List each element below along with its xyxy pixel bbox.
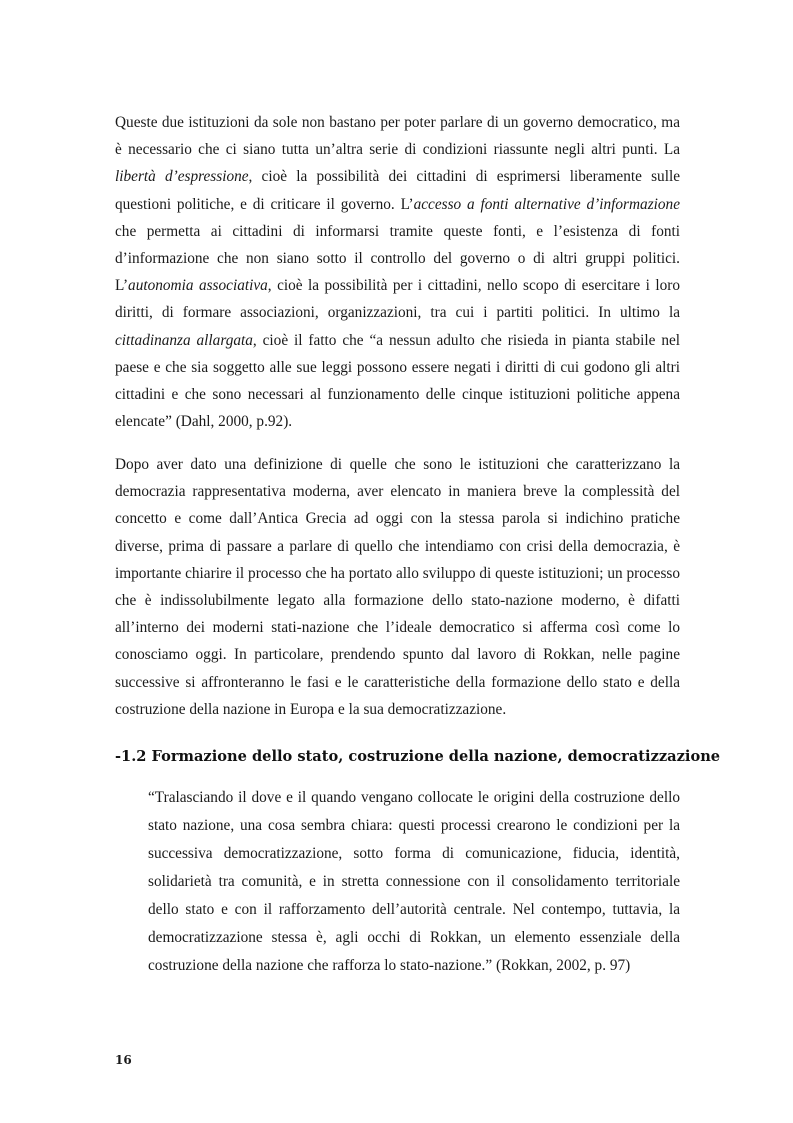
paragraph-institutions-conditions	[115, 109, 680, 435]
block-quote-rokkan: “Tralasciando il dove e il quando vengano collocate le origini della costruzione dello stato nazione, una cosa sembra chiara: questi processi crearono le condizioni per la successiva democratizzazione, sotto forma di comunicazione, fiducia, identità, solidarietà tra comunità, e in stretta connessione con il consolidamento territoriale dello stato e con il rafforzamento dell’autorità centrale. Nel contempo, tuttavia, la democratizzazione stessa è, agli occhi di Rokkan, un elemento essenziale della costruzione della nazione che rafforza lo stato-nazione.” (Rokkan, 2002, p. 97)	[148, 789, 680, 974]
term-associational-autonomy: autonomia associativa	[128, 277, 268, 295]
text-segment: , cioè il fatto che “a nessun adulto che risieda in pianta stabile nel paese e che sia soggetto alle sue leggi possono essere negati i diritti di cui godono gli altri cittadini e che sono necessari al funzionamento delle cinque istituzioni politiche appena elencate” (Dahl, 2000, p.92).	[115, 331, 681, 431]
text-segment: che permetta ai cittadini di informarsi tramite queste fonti, e l’esistenza di fonti d’informazione che non siano sotto il controllo del governo o di altri gruppi politici. L’	[115, 222, 680, 295]
term-alternative-information: accesso a fonti alternative d’informazione	[413, 195, 680, 213]
text-segment: , cioè la possibilità dei cittadini di esprimersi liberamente sulle questioni politiche, e di criticare il governo. L’	[115, 168, 680, 213]
section-heading: -1.2 Formazione dello stato, costruzione della nazione, democratizzazione	[115, 748, 721, 765]
term-inclusive-citizenship: cittadinanza allargata	[115, 331, 253, 349]
term-freedom-of-expression: libertà d’espressione	[115, 168, 249, 186]
page-number: 16	[115, 1053, 132, 1067]
paragraph-democracy-process: Dopo aver dato una definizione di quelle che sono le istituzioni che caratterizzano la democrazia rappresentativa moderna, aver elencato in maniera breve la complessità del concetto e come dall’Antica Grecia ad oggi con la stessa parola si indichino pratiche diverse, prima di passare a parlare di quello che intendiamo con crisi della democrazia, è importante chiarire il processo che ha portato allo sviluppo di queste istituzioni; un processo che è indissolubilmente legato alla formazione dello stato-nazione moderno, è difatti all’interno dei moderni stati-nazione che l’ideale democratico si afferma così come lo conosciamo oggi. In particolare, prendendo spunto dal lavoro di Rokkan, nelle pagine successive si affronteranno le fasi e le caratteristiche della formazione dello stato e della costruzione della nazione in Europa e la sua democratizzazione.	[115, 456, 680, 718]
text-segment: Queste due istituzioni da sole non bastano per poter parlare di un governo democratico, ma è necessario che ci siano tutta un’altra serie di condizioni riassunte negli altri punti. La	[115, 114, 680, 159]
text-segment: , cioè la possibilità per i cittadini, nello scopo di esercitare i loro diritti, di formare associazioni, organizzazioni, tra cui i partiti politici. In ultimo la	[115, 277, 680, 322]
